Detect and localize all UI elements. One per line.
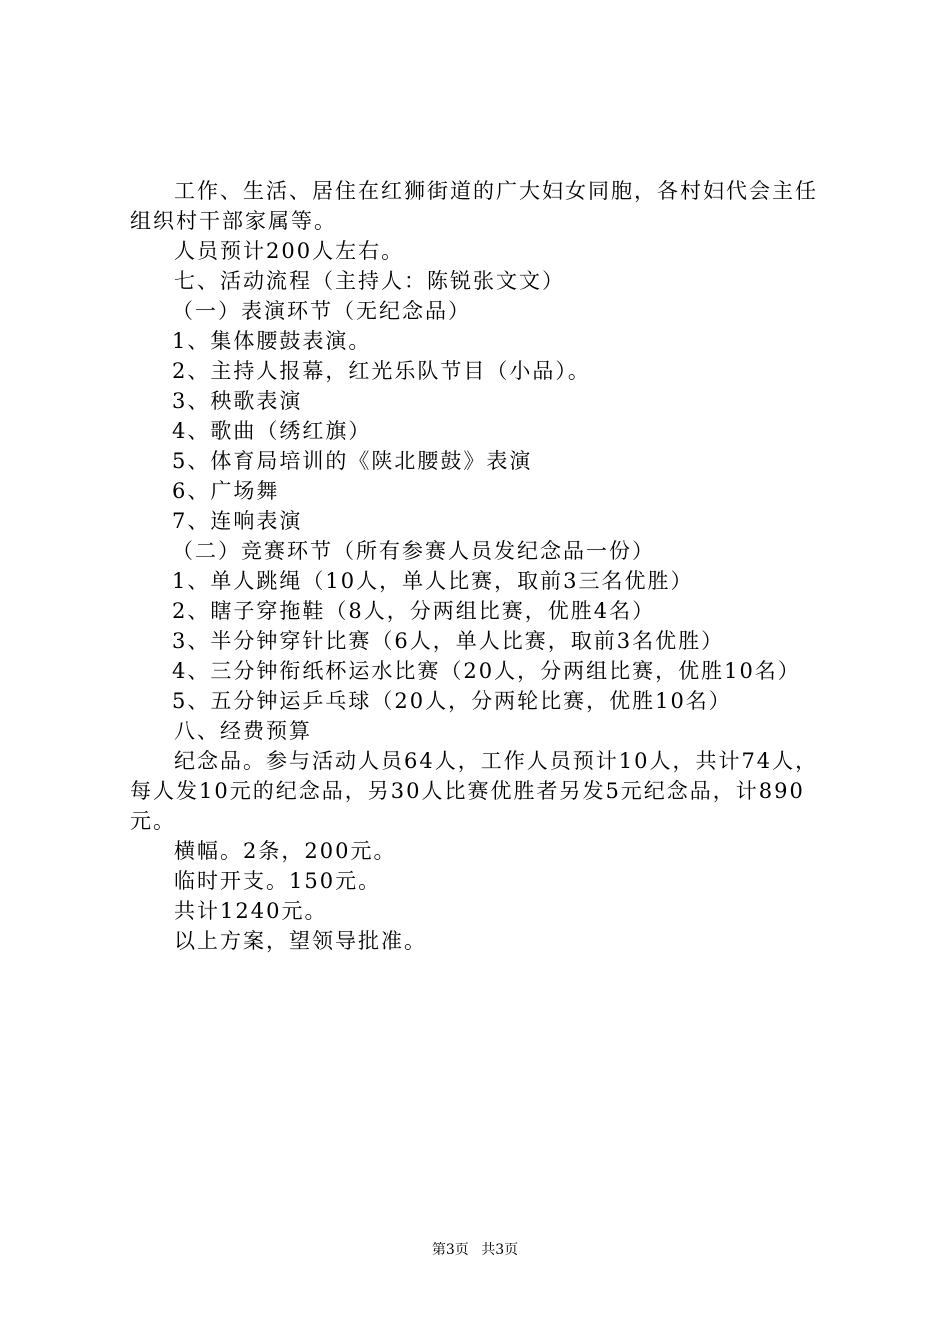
list-item: 3、半分钟穿针比赛（6人，单人比赛，取前3名优胜） <box>172 629 725 653</box>
paragraph-participants: 工作、生活、居住在红狮街道的广大妇女同胞，各村妇代会主任组织村干部家属等。 <box>130 179 818 233</box>
section-heading-budget: 八、经费预算 <box>174 719 312 743</box>
list-item: 4、歌曲（绣红旗） <box>172 419 372 443</box>
list-item: 6、广场舞 <box>172 479 280 503</box>
section-heading-activity-flow: 七、活动流程（主持人：陈锐张文文） <box>174 269 565 293</box>
list-item: 2、主持人报幕，红光乐队节目（小品）。 <box>172 359 591 383</box>
page-footer <box>0 1240 950 1260</box>
paragraph-budget-misc: 临时开支。150元。 <box>174 869 382 893</box>
list-item: 4、三分钟衔纸杯运水比赛（20人，分两组比赛，优胜10名） <box>172 659 801 683</box>
list-item: 2、瞎子穿拖鞋（8人，分两组比赛，优胜4名） <box>172 599 656 623</box>
list-item: 1、集体腰鼓表演。 <box>172 329 372 353</box>
paragraph-budget-souvenirs: 纪念品。参与活动人员64人，工作人员预计10人，共计74人，每人发10元的纪念品，另30人比赛优胜者另发5元纪念品，计890元。 <box>130 749 819 833</box>
paragraph-headcount: 人员预计200人左右。 <box>174 239 405 263</box>
list-item: 3、秧歌表演 <box>172 389 303 413</box>
paragraph-budget-total: 共计1240元。 <box>174 899 328 923</box>
subsection-heading-competition: （二）竞赛环节（所有参赛人员发纪念品一份） <box>172 539 655 563</box>
list-item: 1、单人跳绳（10人，单人比赛，取前3三名优胜） <box>172 569 694 593</box>
page-number: 第3页 <box>431 1242 469 1258</box>
list-item: 5、体育局培训的《陕北腰鼓》表演 <box>172 449 533 473</box>
paragraph-budget-banners: 横幅。2条，200元。 <box>174 839 397 863</box>
subsection-heading-performance: （一）表演环节（无纪念品） <box>172 299 471 323</box>
paragraph-closing: 以上方案，望领导批准。 <box>174 929 427 953</box>
list-item: 7、连响表演 <box>172 509 303 533</box>
document-body <box>130 176 835 956</box>
list-item: 5、五分钟运乒乓球（20人，分两轮比赛，优胜10名） <box>172 689 732 713</box>
page-total: 共3页 <box>481 1242 519 1258</box>
